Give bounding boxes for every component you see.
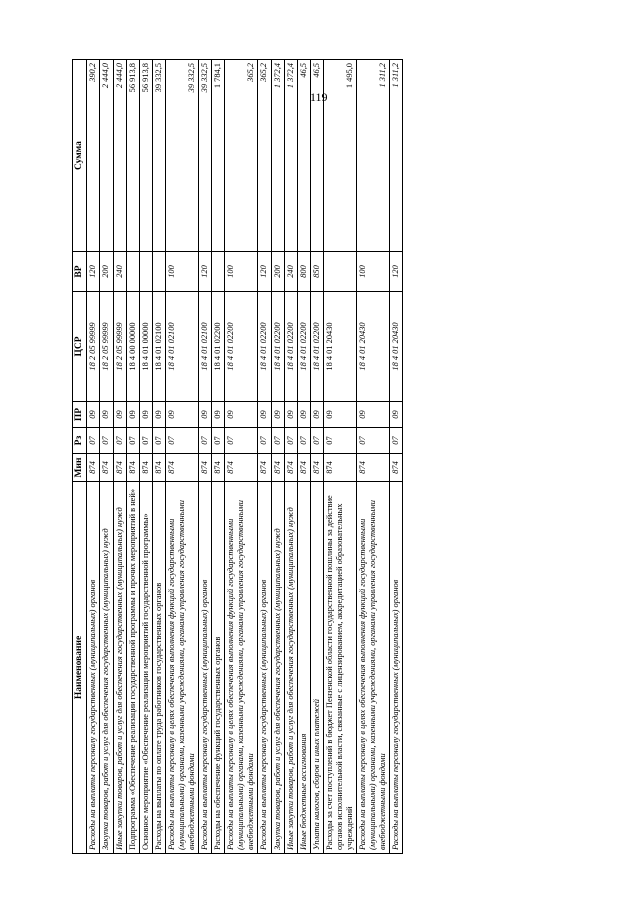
table-row: [212, 60, 225, 854]
cell-rz: 07: [297, 428, 310, 454]
cell-min: 874: [113, 454, 126, 482]
table-row: [297, 60, 310, 854]
table-row: [199, 60, 212, 854]
cell-name: Расходы на выплаты персоналу в целях обеспечения выполнения функций государственными (муниципальными) органами, казенными учреждениями, органами управления государственными внебюджетными фондами: [357, 482, 390, 854]
budget-table: [72, 59, 403, 854]
cell-vr: 850: [310, 252, 323, 292]
cell-name: Расходы на обеспечение функций государственных органов: [212, 482, 225, 854]
cell-sum: 2 444,0: [113, 60, 126, 252]
cell-pr: 09: [323, 402, 356, 428]
cell-sum: 39 332,5: [199, 60, 212, 252]
cell-min: 874: [152, 454, 165, 482]
cell-min: 874: [139, 454, 152, 482]
table-row: [390, 60, 403, 854]
cell-min: 874: [297, 454, 310, 482]
cell-vr: 800: [297, 252, 310, 292]
table-row: [258, 60, 271, 854]
cell-pr: 09: [165, 402, 198, 428]
header-vr: ВР: [73, 252, 87, 292]
cell-name: Расходы на выплаты персоналу в целях обеспечения выполнения функций государственными (муниципальными) органами, казенными учреждениями, органами управления государственными внебюджетными фондами: [225, 482, 258, 854]
cell-rz: 07: [357, 428, 390, 454]
cell-csr: 18 4 01 20430: [390, 292, 403, 402]
header-pr: ПР: [73, 402, 87, 428]
cell-rz: 07: [212, 428, 225, 454]
cell-name: Расходы на выплаты персоналу государственных (муниципальных) органов: [258, 482, 271, 854]
cell-csr: 18 2 05 99999: [87, 292, 100, 402]
table-row: [100, 60, 113, 854]
cell-sum: 39 332,5: [152, 60, 165, 252]
table-row: [284, 60, 297, 854]
table-row: [126, 60, 139, 854]
cell-sum: 46,5: [310, 60, 323, 252]
cell-csr: 18 4 01 02200: [258, 292, 271, 402]
table-row: [165, 60, 198, 854]
header-rz: Рз: [73, 428, 87, 454]
table-row: [113, 60, 126, 854]
cell-name: Расходы на выплаты по оплате труда работников государственных органов: [152, 482, 165, 854]
cell-rz: 07: [87, 428, 100, 454]
cell-csr: 18 2 05 99999: [100, 292, 113, 402]
cell-name: Иные бюджетные ассигнования: [297, 482, 310, 854]
cell-rz: 07: [258, 428, 271, 454]
cell-pr: 09: [100, 402, 113, 428]
cell-rz: 07: [323, 428, 356, 454]
cell-pr: 09: [126, 402, 139, 428]
table-body: [87, 60, 403, 854]
cell-rz: 07: [225, 428, 258, 454]
cell-name: Расходы на выплаты персоналу государственных (муниципальных) органов: [87, 482, 100, 854]
cell-pr: 09: [199, 402, 212, 428]
cell-sum: 46,5: [297, 60, 310, 252]
cell-csr: 18 4 01 02200: [310, 292, 323, 402]
cell-vr: 100: [357, 252, 390, 292]
cell-vr: [323, 252, 356, 292]
cell-min: 874: [271, 454, 284, 482]
cell-name: Иные закупки товаров, работ и услуг для обеспечения государственных (муниципальных) нужд: [113, 482, 126, 854]
cell-rz: 07: [165, 428, 198, 454]
cell-rz: 07: [139, 428, 152, 454]
cell-vr: 240: [284, 252, 297, 292]
cell-rz: 07: [271, 428, 284, 454]
cell-vr: 120: [390, 252, 403, 292]
cell-rz: 07: [199, 428, 212, 454]
cell-min: 874: [199, 454, 212, 482]
cell-pr: 09: [284, 402, 297, 428]
cell-pr: 09: [152, 402, 165, 428]
header-sum: Сумма: [73, 60, 87, 252]
cell-min: 874: [212, 454, 225, 482]
cell-rz: 07: [113, 428, 126, 454]
cell-pr: 09: [225, 402, 258, 428]
cell-sum: 1 495,0: [323, 60, 356, 252]
cell-min: 874: [323, 454, 356, 482]
cell-csr: 18 4 01 02100: [165, 292, 198, 402]
cell-sum: 1 372,4: [284, 60, 297, 252]
table-row: [139, 60, 152, 854]
cell-csr: 18 4 01 02100: [199, 292, 212, 402]
table-header-row: [73, 60, 87, 854]
cell-name: Иные закупки товаров, работ и услуг для обеспечения государственных (муниципальных) нужд: [284, 482, 297, 854]
table-row: [225, 60, 258, 854]
cell-min: 874: [258, 454, 271, 482]
cell-pr: 09: [390, 402, 403, 428]
cell-rz: 07: [100, 428, 113, 454]
cell-csr: 18 4 01 02200: [271, 292, 284, 402]
cell-name: Уплата налогов, сборов и иных платежей: [310, 482, 323, 854]
cell-sum: 365,2: [258, 60, 271, 252]
cell-pr: 09: [139, 402, 152, 428]
cell-vr: 120: [87, 252, 100, 292]
table-row: [152, 60, 165, 854]
cell-csr: 18 4 01 00000: [139, 292, 152, 402]
cell-min: 874: [310, 454, 323, 482]
cell-sum: 39 332,5: [165, 60, 198, 252]
cell-pr: 09: [258, 402, 271, 428]
cell-csr: 18 2 05 99999: [113, 292, 126, 402]
cell-pr: 09: [271, 402, 284, 428]
table-row: [87, 60, 100, 854]
cell-min: 874: [284, 454, 297, 482]
cell-vr: 120: [199, 252, 212, 292]
cell-csr: 18 4 00 00000: [126, 292, 139, 402]
cell-vr: 200: [271, 252, 284, 292]
cell-name: Основное мероприятие «Обеспечение реализации мероприятий государственной программы»: [139, 482, 152, 854]
cell-rz: 07: [284, 428, 297, 454]
cell-pr: 09: [357, 402, 390, 428]
cell-min: 874: [126, 454, 139, 482]
cell-vr: [139, 252, 152, 292]
cell-pr: 09: [113, 402, 126, 428]
cell-vr: 100: [225, 252, 258, 292]
cell-name: Расходы на выплаты персоналу государственных (муниципальных) органов: [199, 482, 212, 854]
cell-name: Подпрограмма «Обеспечение реализации государственной программы и прочих мероприятий в ней»: [126, 482, 139, 854]
cell-min: 874: [390, 454, 403, 482]
cell-name: Расходы на выплаты персоналу в целях обеспечения выполнения функций государственными (муниципальными) органами, казенными учреждениями, органами управления государственными внебюджетными фондами: [165, 482, 198, 854]
cell-vr: [152, 252, 165, 292]
cell-sum: 1 784,1: [212, 60, 225, 252]
table-row: [357, 60, 390, 854]
cell-name: Закупка товаров, работ и услуг для обеспечения государственных (муниципальных) нужд: [271, 482, 284, 854]
page-number: 119: [310, 90, 328, 104]
cell-min: 874: [87, 454, 100, 482]
cell-sum: 365,2: [225, 60, 258, 252]
cell-name: Расходы за счет поступлений в бюджет Пензенской области государственной пошлины за действие органов исполнительной власти, связанные с лицензированием, аккредитацией образовательных учреждений: [323, 482, 356, 854]
cell-vr: 120: [258, 252, 271, 292]
cell-pr: 09: [212, 402, 225, 428]
cell-sum: 56 913,8: [139, 60, 152, 252]
header-csr: ЦСР: [73, 292, 87, 402]
cell-min: 874: [225, 454, 258, 482]
table-row: [310, 60, 323, 854]
cell-csr: 18 4 01 02100: [152, 292, 165, 402]
cell-csr: 18 4 01 02200: [284, 292, 297, 402]
cell-csr: 18 4 01 02200: [225, 292, 258, 402]
cell-sum: 390,2: [87, 60, 100, 252]
cell-pr: 09: [310, 402, 323, 428]
cell-vr: [126, 252, 139, 292]
cell-min: 874: [165, 454, 198, 482]
cell-sum: 1 311,2: [390, 60, 403, 252]
cell-name: Закупка товаров, работ и услуг для обеспечения государственных (муниципальных) нужд: [100, 482, 113, 854]
cell-vr: 100: [165, 252, 198, 292]
cell-vr: [212, 252, 225, 292]
cell-pr: 09: [87, 402, 100, 428]
cell-pr: 09: [297, 402, 310, 428]
cell-csr: 18 4 01 02200: [297, 292, 310, 402]
cell-rz: 07: [126, 428, 139, 454]
cell-csr: 18 4 01 02200: [212, 292, 225, 402]
cell-sum: 1 372,4: [271, 60, 284, 252]
cell-min: 874: [357, 454, 390, 482]
rotated-table-container: [72, 60, 568, 854]
table-row: [323, 60, 356, 854]
cell-csr: 18 4 01 20430: [323, 292, 356, 402]
header-min: Мин: [73, 454, 87, 482]
cell-vr: 240: [113, 252, 126, 292]
cell-min: 874: [100, 454, 113, 482]
cell-sum: 56 913,8: [126, 60, 139, 252]
cell-name: Расходы на выплаты персоналу государственных (муниципальных) органов: [390, 482, 403, 854]
cell-sum: 2 444,0: [100, 60, 113, 252]
cell-rz: 07: [390, 428, 403, 454]
cell-rz: 07: [152, 428, 165, 454]
cell-vr: 200: [100, 252, 113, 292]
cell-sum: 1 311,2: [357, 60, 390, 252]
table-row: [271, 60, 284, 854]
cell-rz: 07: [310, 428, 323, 454]
cell-csr: 18 4 01 20430: [357, 292, 390, 402]
header-name: Наименование: [73, 482, 87, 854]
